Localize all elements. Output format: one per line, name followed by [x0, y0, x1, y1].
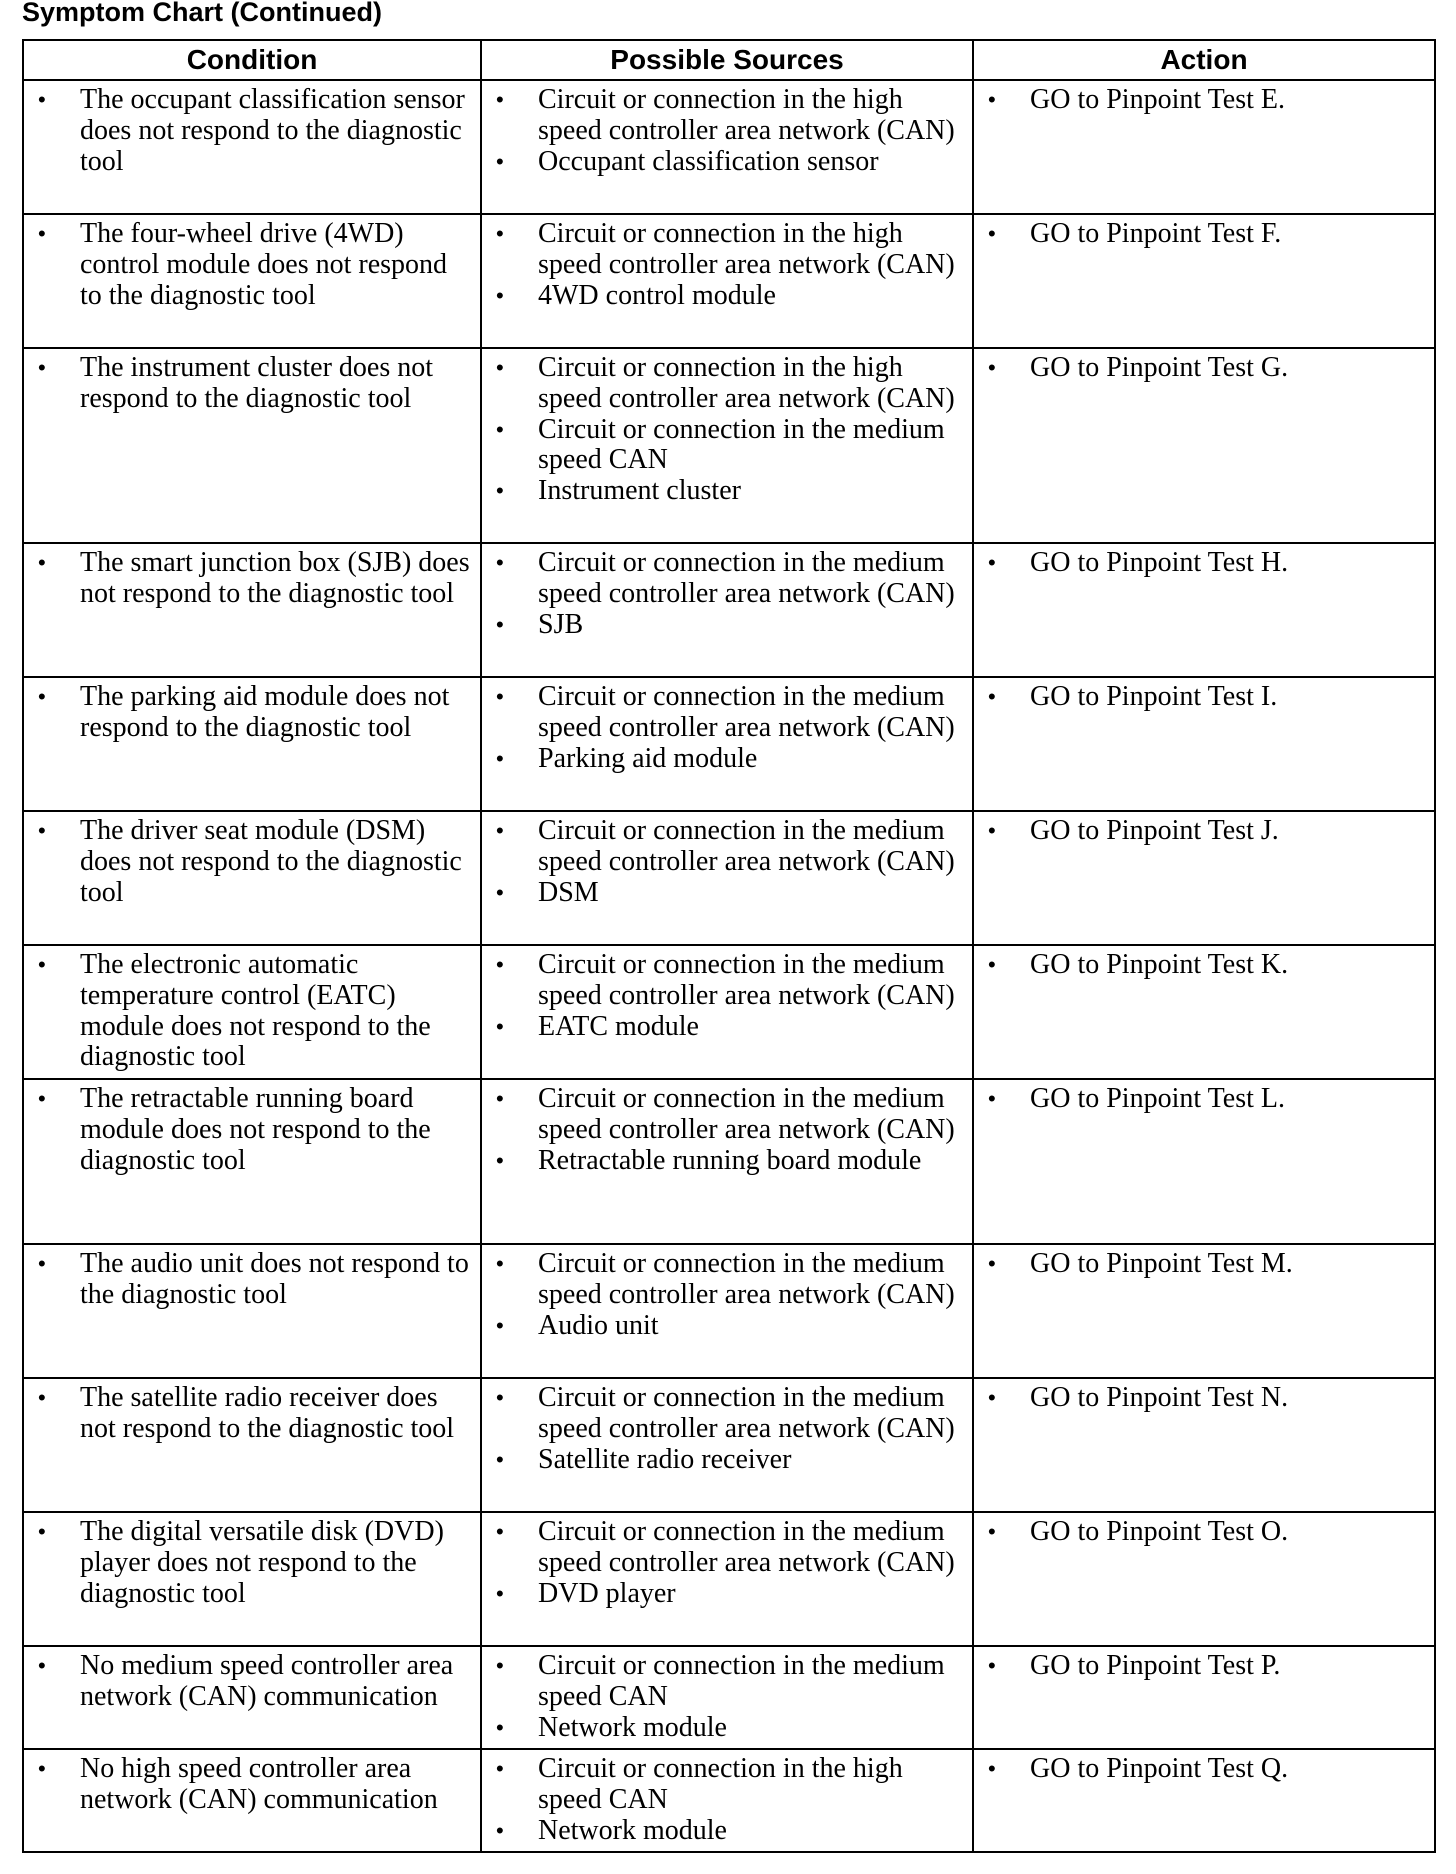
condition-cell [23, 1244, 481, 1378]
condition-text: • The four-wheel drive (4WD) control module does not respond to the diagnostic tool [80, 219, 472, 311]
action-text: • GO to Pinpoint Test N. [1030, 1383, 1426, 1414]
action-cell [973, 945, 1435, 1079]
action-cell [973, 1079, 1435, 1244]
possible-source-item: • Circuit or connection in the medium speed controller area network (CAN) [538, 1383, 964, 1445]
possible-sources-cell [481, 1749, 973, 1852]
action-text: • GO to Pinpoint Test Q. [1030, 1754, 1426, 1785]
possible-source-item: • DSM [538, 878, 964, 909]
action-text: • GO to Pinpoint Test M. [1030, 1249, 1426, 1280]
condition-cell [23, 677, 481, 811]
table-row [23, 811, 1435, 945]
action-text: • GO to Pinpoint Test G. [1030, 353, 1426, 384]
possible-source-item: • Instrument cluster [538, 476, 964, 507]
condition-cell [23, 1512, 481, 1646]
possible-sources-cell [481, 1079, 973, 1244]
column-header-action: Action [973, 40, 1435, 80]
page-title: Symptom Chart (Continued) [22, 0, 382, 27]
condition-text: • The driver seat module (DSM) does not respond to the diagnostic tool [80, 816, 472, 908]
table-row [23, 1244, 1435, 1378]
action-text: • GO to Pinpoint Test P. [1030, 1651, 1426, 1682]
possible-sources-cell [481, 811, 973, 945]
table-row [23, 1079, 1435, 1244]
condition-cell [23, 348, 481, 543]
possible-source-item: • DVD player [538, 1579, 964, 1610]
condition-cell [23, 1749, 481, 1852]
action-cell [973, 1378, 1435, 1512]
table-row [23, 543, 1435, 677]
condition-cell [23, 1079, 481, 1244]
possible-source-item: • Circuit or connection in the medium speed controller area network (CAN) [538, 816, 964, 878]
condition-text: • The electronic automatic temperature control (EATC) module does not respond to the diagnostic tool [80, 950, 472, 1073]
action-text: • GO to Pinpoint Test L. [1030, 1084, 1426, 1115]
possible-source-item: • Network module [538, 1713, 964, 1744]
condition-text: • No high speed controller area network (CAN) communication [80, 1754, 472, 1816]
possible-sources-cell [481, 1646, 973, 1749]
action-cell [973, 80, 1435, 214]
column-header-condition: Condition [23, 40, 481, 80]
condition-cell [23, 80, 481, 214]
possible-source-item: • Circuit or connection in the medium speed controller area network (CAN) [538, 682, 964, 744]
action-text: • GO to Pinpoint Test H. [1030, 548, 1426, 579]
possible-source-item: • Circuit or connection in the high speed controller area network (CAN) [538, 85, 964, 147]
possible-source-item: • Circuit or connection in the medium speed CAN [538, 415, 964, 477]
possible-sources-cell [481, 543, 973, 677]
possible-source-item: • Circuit or connection in the medium speed controller area network (CAN) [538, 1084, 964, 1146]
condition-cell [23, 1378, 481, 1512]
possible-sources-cell [481, 80, 973, 214]
possible-source-item: • Audio unit [538, 1311, 964, 1342]
condition-text: • The retractable running board module does not respond to the diagnostic tool [80, 1084, 472, 1176]
action-cell [973, 677, 1435, 811]
possible-source-item: • Circuit or connection in the medium speed controller area network (CAN) [538, 1517, 964, 1579]
possible-sources-cell [481, 348, 973, 543]
possible-source-item: • 4WD control module [538, 281, 964, 312]
possible-source-item: • Circuit or connection in the medium speed controller area network (CAN) [538, 548, 964, 610]
possible-source-item: • Circuit or connection in the medium speed controller area network (CAN) [538, 950, 964, 1012]
action-cell [973, 348, 1435, 543]
possible-source-item: • Satellite radio receiver [538, 1445, 964, 1476]
action-cell [973, 1646, 1435, 1749]
condition-text: • The instrument cluster does not respond to the diagnostic tool [80, 353, 472, 415]
action-cell [973, 1244, 1435, 1378]
possible-sources-cell [481, 214, 973, 348]
column-header-possible-sources: Possible Sources [481, 40, 973, 80]
action-text: • GO to Pinpoint Test E. [1030, 85, 1426, 116]
condition-text: • The satellite radio receiver does not respond to the diagnostic tool [80, 1383, 472, 1445]
possible-source-item: • Circuit or connection in the high speed CAN [538, 1754, 964, 1816]
table-row [23, 1512, 1435, 1646]
action-text: • GO to Pinpoint Test J. [1030, 816, 1426, 847]
possible-source-item: • Network module [538, 1816, 964, 1847]
symptom-chart-table [22, 39, 1436, 1853]
condition-cell [23, 214, 481, 348]
possible-source-item: • Circuit or connection in the high speed controller area network (CAN) [538, 219, 964, 281]
action-cell [973, 1512, 1435, 1646]
table-row [23, 1378, 1435, 1512]
action-cell [973, 1749, 1435, 1852]
condition-text: • The occupant classification sensor does not respond to the diagnostic tool [80, 85, 472, 177]
possible-source-item: • Circuit or connection in the medium speed CAN [538, 1651, 964, 1713]
action-text: • GO to Pinpoint Test I. [1030, 682, 1426, 713]
table-row [23, 1749, 1435, 1852]
action-cell [973, 214, 1435, 348]
condition-text: • The parking aid module does not respond to the diagnostic tool [80, 682, 472, 744]
possible-source-item: • SJB [538, 610, 964, 641]
condition-text: • No medium speed controller area network (CAN) communication [80, 1651, 472, 1713]
action-cell [973, 543, 1435, 677]
table-header-row [23, 40, 1435, 80]
possible-sources-cell [481, 1378, 973, 1512]
possible-source-item: • Circuit or connection in the high speed controller area network (CAN) [538, 353, 964, 415]
possible-sources-cell [481, 945, 973, 1079]
table-row [23, 214, 1435, 348]
table-row [23, 348, 1435, 543]
table-body [23, 80, 1435, 1852]
table-row [23, 80, 1435, 214]
action-cell [973, 811, 1435, 945]
possible-sources-cell [481, 677, 973, 811]
possible-sources-cell [481, 1512, 973, 1646]
table-row [23, 677, 1435, 811]
table-row [23, 1646, 1435, 1749]
condition-cell [23, 945, 481, 1079]
action-text: • GO to Pinpoint Test F. [1030, 219, 1426, 250]
possible-source-item: • Retractable running board module [538, 1146, 964, 1177]
condition-cell [23, 543, 481, 677]
condition-cell [23, 1646, 481, 1749]
condition-text: • The digital versatile disk (DVD) player does not respond to the diagnostic tool [80, 1517, 472, 1609]
condition-text: • The audio unit does not respond to the diagnostic tool [80, 1249, 472, 1311]
possible-source-item: • EATC module [538, 1012, 964, 1043]
condition-text: • The smart junction box (SJB) does not respond to the diagnostic tool [80, 548, 472, 610]
action-text: • GO to Pinpoint Test K. [1030, 950, 1426, 981]
condition-cell [23, 811, 481, 945]
table-row [23, 945, 1435, 1079]
possible-source-item: • Circuit or connection in the medium speed controller area network (CAN) [538, 1249, 964, 1311]
action-text: • GO to Pinpoint Test O. [1030, 1517, 1426, 1548]
possible-sources-cell [481, 1244, 973, 1378]
possible-source-item: • Parking aid module [538, 744, 964, 775]
possible-source-item: • Occupant classification sensor [538, 147, 964, 178]
